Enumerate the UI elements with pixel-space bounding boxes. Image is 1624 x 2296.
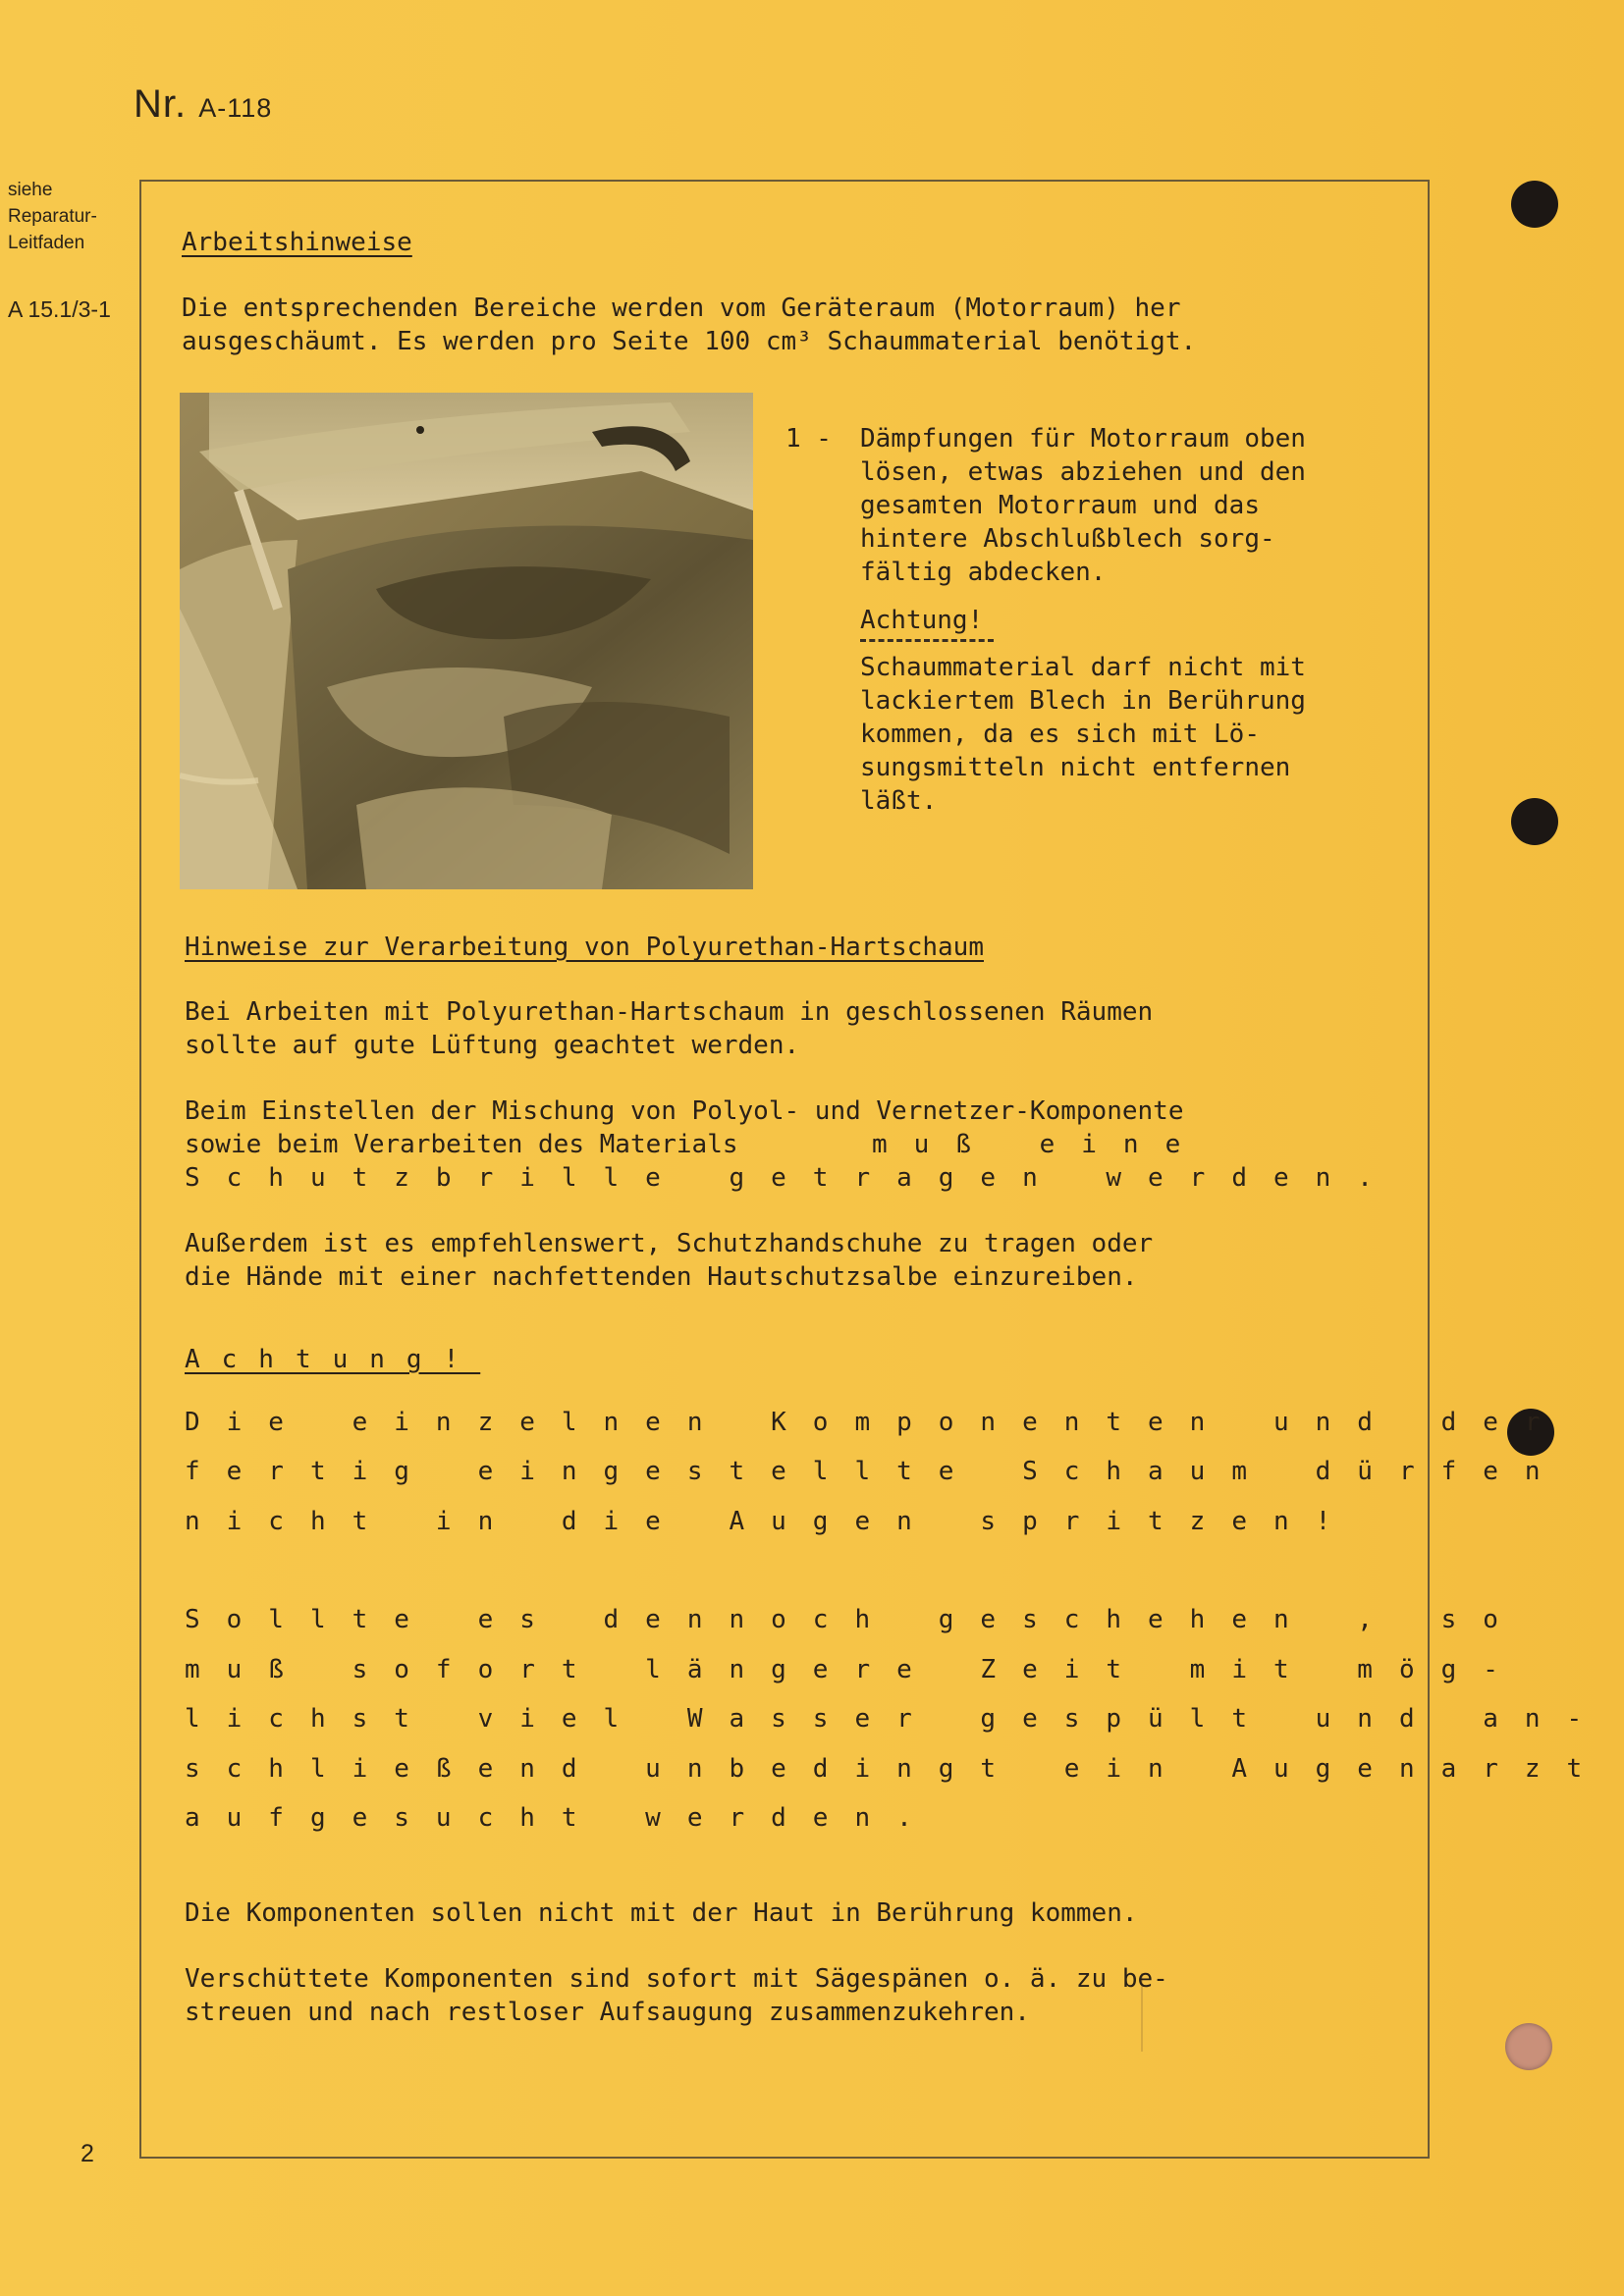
intro-line: Die entsprechenden Bereiche werden vom Geräteraum (Motorraum) her	[182, 294, 1181, 323]
warning-line: nicht in die Augen spritzen!	[185, 1507, 1358, 1536]
doc-prefix: Nr.	[134, 82, 188, 126]
margin-note-line: Leitfaden	[8, 233, 85, 253]
warning-line: Die einzelnen Komponenten und der	[185, 1408, 1567, 1437]
caution-line: sungsmitteln nicht entfernen	[860, 753, 1291, 782]
step-line: gesamten Motorraum und das	[860, 491, 1260, 520]
warning-line: aufgesucht werden.	[185, 1803, 939, 1833]
paragraph-line: Bei Arbeiten mit Polyurethan-Hartschaum in geschlossenen Räumen	[185, 997, 1154, 1027]
caution-line: kommen, da es sich mit Lö-	[860, 720, 1260, 749]
step-number: 1 -	[785, 424, 832, 454]
heading-polyurethan: Hinweise zur Verarbeitung von Polyurethan-Hartschaum	[185, 933, 984, 962]
warning-line: lichst viel Wasser gespült und an-	[185, 1704, 1609, 1734]
step-line: hintere Abschlußblech sorg-	[860, 524, 1275, 554]
heading-achtung: Achtung!	[185, 1345, 481, 1374]
punch-hole	[1511, 798, 1558, 845]
warning-line: Sollte es dennoch geschehen , so	[185, 1605, 1525, 1634]
punch-hole	[1505, 2023, 1552, 2070]
margin-note-line: Reparatur-	[8, 206, 97, 227]
paragraph-line: die Hände mit einer nachfettenden Hautschutzsalbe einzureiben.	[185, 1262, 1138, 1292]
doc-number-value: A-118	[198, 93, 273, 123]
paragraph-line: sowie beim Verarbeiten des Materials	[185, 1130, 738, 1159]
caution-line: Schaummaterial darf nicht mit	[860, 653, 1306, 682]
warning-line: schließend unbedingt ein Augenarzt	[185, 1754, 1609, 1784]
paragraph-line: Außerdem ist es empfehlenswert, Schutzhandschuhe zu tragen oder	[185, 1229, 1154, 1258]
caution-underline	[860, 639, 994, 642]
step-line: lösen, etwas abziehen und den	[860, 457, 1306, 487]
page-number: 2	[81, 2140, 94, 2167]
step-line: fältig abdecken.	[860, 558, 1107, 587]
spaced-emphasis: muß eine	[872, 1130, 1208, 1159]
paragraph-line: Verschüttete Komponenten sind sofort mit Sägespänen o. ä. zu be-	[185, 1964, 1168, 1994]
heading-arbeitshinweise: Arbeitshinweise	[182, 228, 412, 257]
paragraph-line: streuen und nach restloser Aufsaugung zusammenzukehren.	[185, 1998, 1030, 2027]
intro-line: ausgeschäumt. Es werden pro Seite 100 cm³ Schaummaterial benötigt.	[182, 327, 1197, 356]
engine-compartment-photo	[180, 393, 753, 889]
caution-line: lackiertem Blech in Berührung	[860, 686, 1306, 716]
punch-hole	[1511, 181, 1558, 228]
warning-line: fertig eingestellte Schaum dürfen	[185, 1457, 1567, 1486]
paragraph-line: sollte auf gute Lüftung geachtet werden.	[185, 1031, 800, 1060]
spaced-emphasis: Schutzbrille getragen werden.	[185, 1163, 1399, 1193]
caution-label: Achtung!	[860, 606, 984, 635]
margin-note	[8, 177, 131, 256]
photo-image	[180, 393, 753, 889]
caution-line: läßt.	[860, 786, 938, 816]
document-number	[134, 82, 272, 127]
paragraph-line: Die Komponenten sollen nicht mit der Haut in Berührung kommen.	[185, 1898, 1138, 1928]
margin-reference: A 15.1/3-1	[8, 296, 111, 322]
margin-note-line: siehe	[8, 180, 53, 200]
paragraph-line: Beim Einstellen der Mischung von Polyol- und Vernetzer-Komponente	[185, 1096, 1184, 1126]
warning-line: muß sofort längere Zeit mit mög-	[185, 1655, 1525, 1684]
step-line: Dämpfungen für Motorraum oben	[860, 424, 1306, 454]
